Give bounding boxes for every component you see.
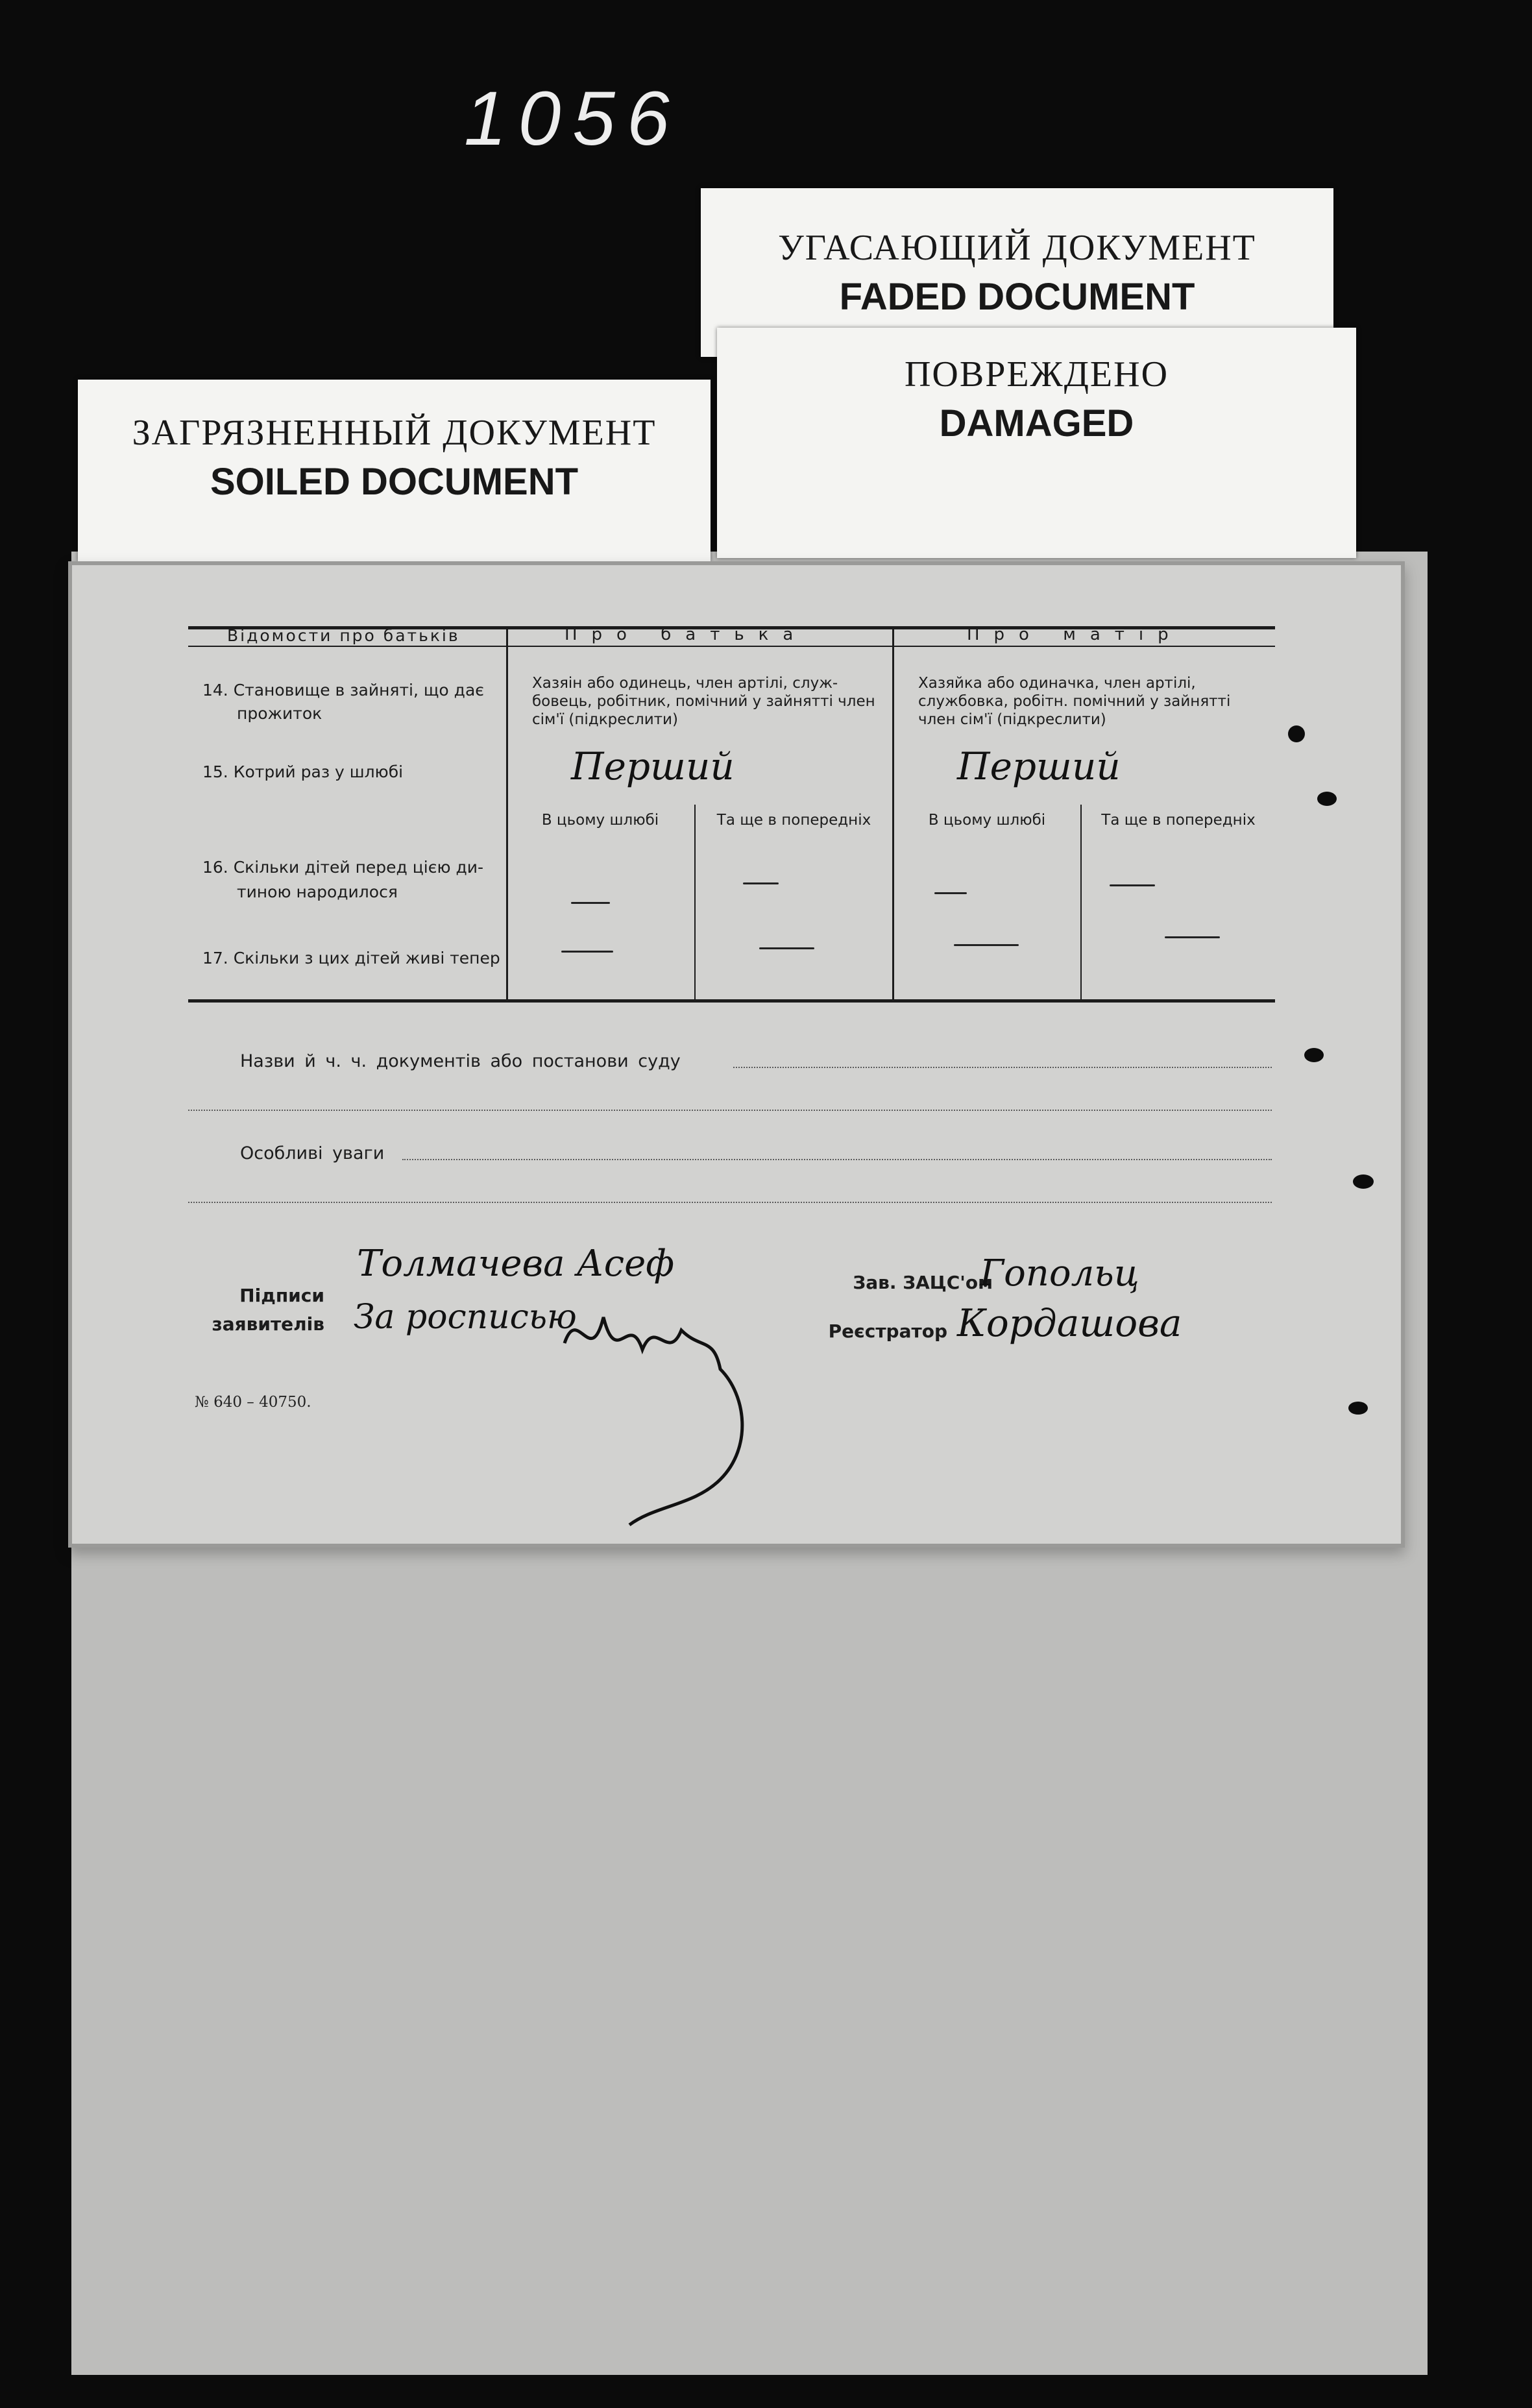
punch-hole [1304,1048,1324,1062]
subheader-father-previous: Та ще в попередніх [716,812,871,829]
signatures-label-line1: Підписи [239,1285,324,1306]
soiled-label-ru: ЗАГРЯЗНЕННЫЙ ДОКУМЕНТ [132,413,657,453]
faded-label-en: FADED DOCUMENT [839,276,1195,318]
punch-hole [1317,792,1337,806]
applicant-signature-1: Толмачева Асеф [357,1243,675,1285]
punch-hole [1288,725,1305,742]
row16-label: 16. Скільки дітей перед цією ди- [202,858,484,877]
applicants-signatures-label [195,1282,324,1339]
head-label: Зав. ЗАЦС'ом [853,1272,993,1293]
row14-father-options: Хазяін або одинець, член артілі, служ-бовець, робітник, помічний у зайнятті член сім'ї (підкреслити) [532,675,875,728]
signatures-label-line2: заявителів [212,1313,324,1335]
punch-hole [1353,1174,1374,1189]
row14-label-cont: прожиток [237,704,322,723]
header-father: Про батька [565,625,808,644]
row15-mother-handwritten: Перший [957,744,1121,788]
subheader-father-this-marriage: В цьому шлюбі [541,812,659,829]
head-signature: Гопольц [980,1252,1139,1295]
faded-label-ru: УГАСАЮЩИЙ ДОКУМЕНТ [778,228,1256,268]
header-mother: Про матір [967,625,1183,644]
soiled-document-label [78,380,711,561]
remarks-label: Особливі уваги [240,1143,385,1163]
row17-label: 17. Скільки з цих дітей живі тепер [202,949,500,967]
damaged-label-en: DAMAGED [939,402,1134,444]
parents-info-table [188,626,1275,1003]
archive-number: 1056 [464,76,681,162]
row14-label: 14. Становище в зайняті, що дає [202,681,484,699]
registrar-signature: Кордашова [957,1301,1182,1345]
signature-flourish [552,1291,772,1538]
registrar-label: Реєстратор [828,1320,947,1342]
subheader-mother-previous: Та ще в попередніх [1101,812,1256,829]
damaged-label-ru: ПОВРЕЖДЕНО [904,354,1169,395]
subheader-mother-this-marriage: В цьому шлюбі [928,812,1046,829]
soiled-label-en: SOILED DOCUMENT [210,461,579,503]
row15-father-handwritten: Перший [571,744,735,788]
header-parents-info: Відомости про батьків [227,626,460,645]
applicant-signature-2: За росписью [354,1298,577,1337]
punch-hole [1348,1402,1368,1415]
form-number: № 640 – 40750. [195,1394,311,1411]
documents-label: Назви й ч. ч. документів або постанови суду [240,1051,681,1071]
row15-label: 15. Котрий раз у шлюбі [202,762,404,781]
damaged-document-label [717,328,1356,558]
row16-label-cont: тиною народилося [237,882,398,901]
row14-mother-options: Хазяйка або одиначка, член артілі, службовка, робітн. помічний у зайнятті член сім'ї (підкреслити) [918,675,1231,728]
